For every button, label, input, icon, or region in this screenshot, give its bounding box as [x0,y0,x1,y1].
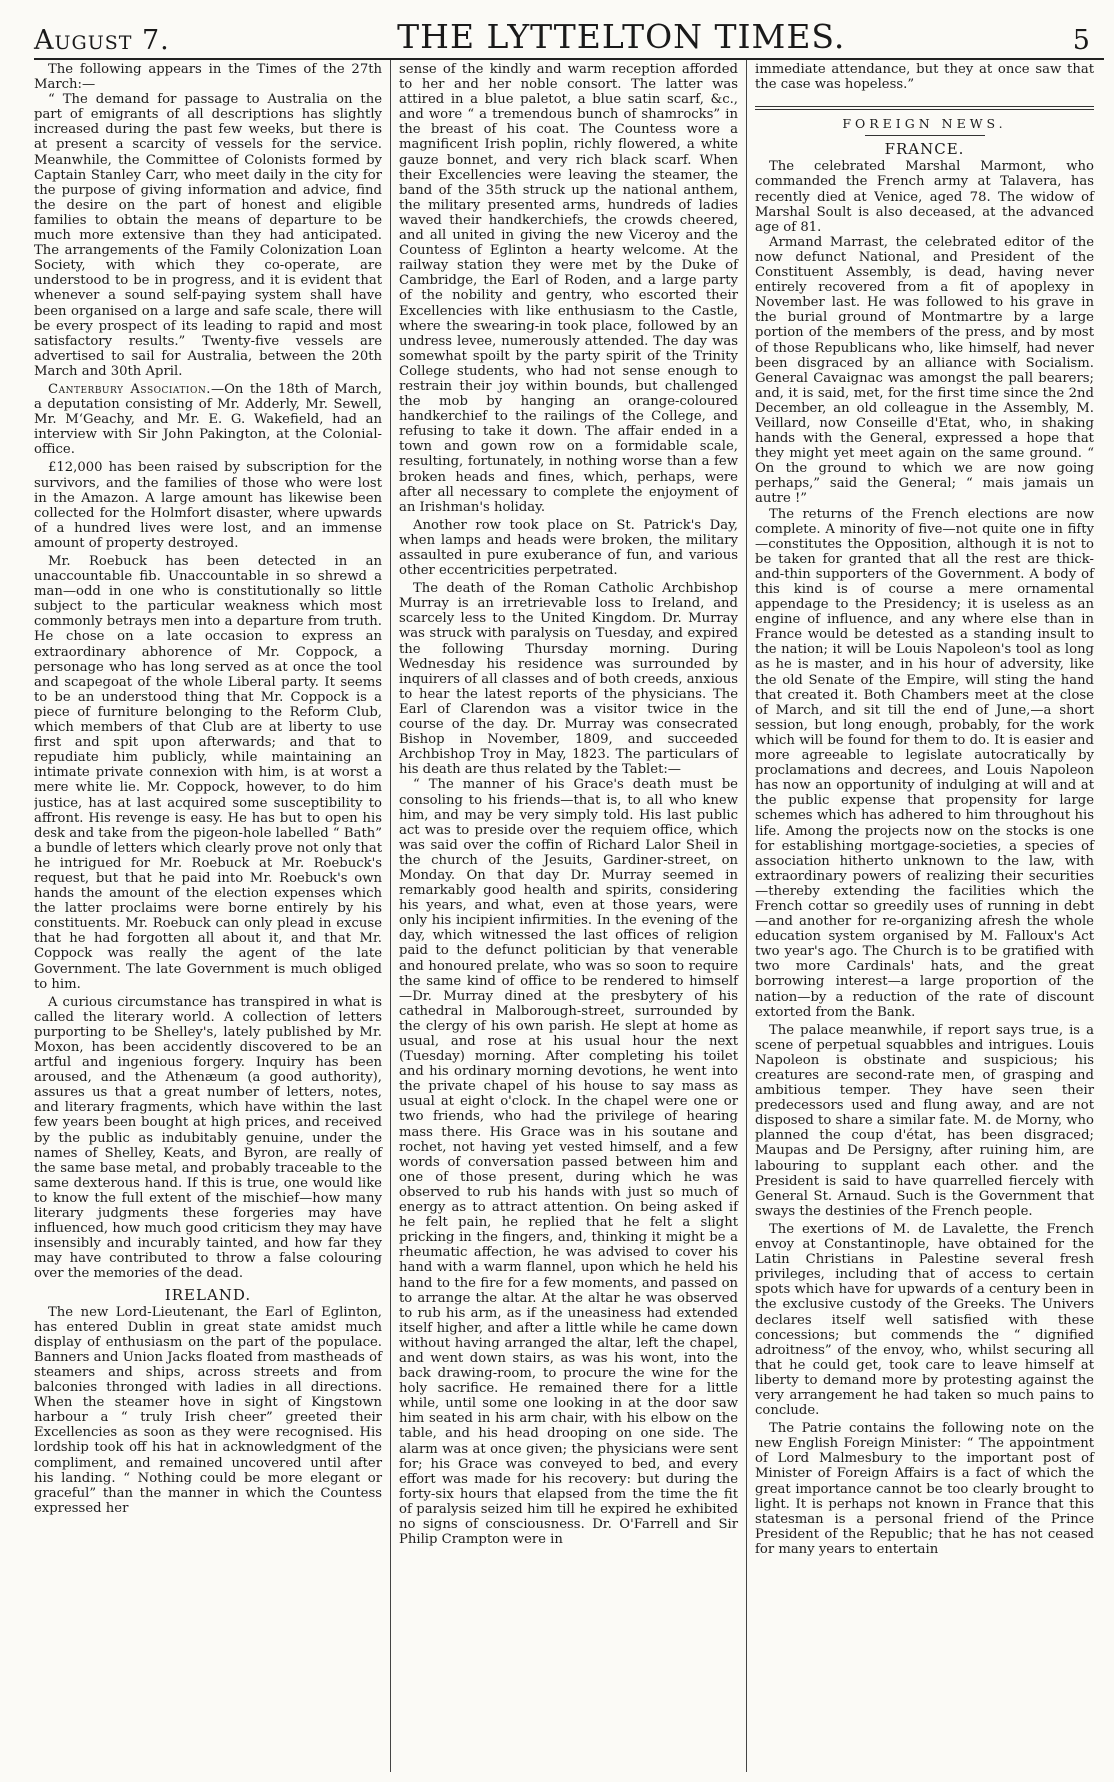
masthead [34,0,1104,56]
issue-date: August 7. [34,25,170,56]
article-columns [34,60,1104,1772]
paragraph: Another row took place on St. Patrick's Day, when lamps and heads were broken, the military assaulted in pure exuberance of fun, and various other eccentricities perpetrated. [399,517,738,579]
paragraph: Mr. Roebuck has been detected in an unaccountable fib. Unaccountable in so shrewd a man—odd in one who is constitutionally so little subject to the particular weakness which most commonly betrays men into a departure from truth. He chose on a late occasion to express an extraordinary abhorence of Mr. Coppock, a personage who has long served as at once the tool and scapegoat of the whole Liberal party. It seems to be an understood thing that Mr. Coppock is a piece of furniture belonging to the Reform Club, which members of that Club are at liberty to use first and spit upon afterwards; and that to repudiate him publicly, while maintaining an intimate private connexion with him, is at worst a mere white lie. Mr. Coppock, however, to do him justice, has at last acquired some susceptibility to affront. His revenge is easy. He has but to open his desk and take from the pigeon-hole labelled “ Bath” a bundle of letters which clearly prove not only that he intrigued for Mr. Roebuck at Mr. Roebuck's request, but that he paid into Mr. Roebuck's own hands the amount of the election expenses which the latter proclaims were borne entirely by his constituents. Mr. Roebuck can only plead in excuse that he had forgotten all about it, and that Mr. Coppock was really the agent of the late Government. The late Government is much obliged to him. [34,554,382,992]
paragraph: “ The manner of his Grace's death must be consoling to his friends—that is, to all who knew him, and may be very simply told. His last public act was to preside over the requiem office, which was said over the coffin of Richard Lalor Sheil in the church of the Jesuits, Gardiner-street, on Monday. On that day Dr. Murray seemed in remarkably good health and spirits, considering his years, and what, even at those years, were only his incipient infirmities. In the evening of the day, which witnessed the last offices of religion paid to the defunct politician by that venerable and honoured prelate, who was so soon to require the same kind of office to be rendered to himself—Dr. Murray dined at the presbytery of his cathedral in Malborough-street, surrounded by the clergy of his own parish. He slept at home as usual, and rose at his usual hour the next (Tuesday) morning. After completing his toilet and his ordinary morning devotions, he went into the private chapel of his house to say mass as usual at eight o'clock. In the chapel were one or two friends, who had the privilege of hearing mass there. His Grace was in his soutane and rochet, not having yet vested himself, and a few words of conversation passed between him and one of those present, during which he was observed to rub his hands with just so much of energy as to attract attention. On being asked if he felt pain, he replied that he felt a slight pricking in the fingers, and, thinking it might be a rheumatic affection, he was advised to cover his hand with a warm flannel, upon which he held his hand to the fire for a few moments, and passed on to arrange the altar. At the altar he was observed to rub his arm, as if the uneasiness had extended itself higher, and after a little while he came down without having arranged the altar, left the chapel, and went down stairs, as was his wont, into the back drawing-room, to procure the wine for the holy sacrifice. He remained there for a little while, until some one looking in at the door saw him seated in his arm chair, with his elbow on the table, and his head drooping on one side. The alarm was at once given; the physicians were sent for; his Grace was conveyed to bed, and every effort was made for his recovery: but during the forty-six hours that elapsed from the time the fit of paralysis seized him till he expired he exhibited no signs of consciousness. Dr. O'Farrell and Sir Philip Crampton were in [399,777,738,1548]
paragraph: Armand Marrast, the celebrated editor of the now defunct National, and President of the Constituent Assembly, is dead, having never entirely recovered from a fit of apoplexy in November last. He was followed to his grave in the burial ground of Montmartre by a large portion of the members of the press, and by most of those Republicans who, like himself, had never been disgraced by an alliance with Socialism. General Cavaignac was amongst the pall bearers; and, it is said, met, for the first time since the 2nd December, an old colleague in the Assembly, M. Veillard, now Conseille d'Etat, who, in shaking hands with the General, expressed a hope that they might yet meet again on the same ground. “ On the ground to which we are now going perhaps,” said the General; “ mais jamais un autre !” [755,234,1094,507]
column-3 [746,60,1102,1772]
paragraph: immediate attendance, but they at once saw that the case was hopeless.” [755,62,1094,93]
paragraph: The palace meanwhile, if report says true, is a scene of perpetual squabbles and intrigues. Louis Napoleon is obstinate and suspicious; his creatures are second-rate men, of grasping and ambitious temper. They have seen their predecessors used and flung away, and are not disposed to share a similar fate. M. de Morny, who planned the coup d'état, has been disgraced; Maupas and De Persigny, after ruining him, are labouring to supplant each other. and the President is said to have quarrelled fiercely with General St. Arnaud. Such is the Government that sways the destinies of the French people. [755,1022,1094,1219]
paragraph: The death of the Roman Catholic Archbishop Murray is an irretrievable loss to Ireland, and scarcely less to the United Kingdom. Dr. Murray was struck with paralysis on Tuesday, and expired the following Thursday morning. During Wednesday his residence was surrounded by inquirers of all classes and of both creeds, anxious to hear the latest reports of the physicians. The Earl of Clarendon was a visitor twice in the course of the day. Dr. Murray was consecrated Bishop in November, 1809, and succeeded Archbishop Troy in May, 1823. The particulars of his death are thus related by the Tablet:— [399,581,738,778]
divider [755,106,1094,110]
paragraph: Canterbury Association.—On the 18th of March, a deputation consisting of Mr. Adderly, Mr. Sewell, Mr. M‘Geachy, and Mr. E. G. Wakefield, had an interview with Sir John Pakington, at the Colonial-office. [34,381,382,458]
section-lead: Canterbury Association. [48,381,211,397]
section-heading-ireland: IRELAND. [164,1285,252,1304]
paragraph: The following appears in the Times of the 27th March:— [34,62,382,93]
paragraph: The returns of the French elections are now complete. A minority of five—not quite one in fifty—constitutes the Opposition, although it is not to be taken for granted that all the rest are thick-and-thin supporters of the Government. A body of this kind is of course a mere ornamental appendage to the Presidency; it is useless as an engine of influence, and any where else than in France would be detested as a standing insult to the nation; it will be Louis Napoleon's tool as long as he is master, and in his hour of adversity, like the old Senate of the Empire, will sting the hand that created it. Both Chambers meet at the close of March, and sit till the end of June,—a short session, but long enough, probably, for the work which will be found for them to do. It is easier and more agreeable to legislate autocratically by proclamations and decrees, and Louis Napoleon has now an opportunity of indulging at will and at the public expense that propensity for large schemes which has adhered to him throughout his life. Among the projects now on the stocks is one for establishing mortgage-societies, a species of association hitherto unknown to the law, with extraordinary powers of realizing their securities—thereby extending the facilities which the French cottar so greedily uses of running in debt—and another for re-organizing afresh the whole education system organised by M. Falloux's Act two year's ago. The Church is to be gratified with two more Cardinals' hats, and the great borrowing interest—a large proportion of the nation—by a reduction of the rate of discount extorted from the Bank. [755,506,1094,1020]
section-heading-foreign-news: FOREIGN NEWS. [842,116,1007,132]
paragraph: A curious circumstance has transpired in what is called the literary world. A collection of letters purporting to be Shelley's, lately published by Mr. Moxon, has been accidently discovered to be an artful and ingenious forgery. Inquiry has been aroused, and the Athenæum (a good authority), assures us that a great number of letters, notes, and literary fragments, which have within the last few years been bought at high prices, and received by the public as indubitably genuine, under the names of Shelley, Keats, and Byron, are really of the same base metal, and probably traceable to the same dexterous hand. If this is true, one would like to know the full extent of the mischief—how many literary judgments these forgeries may have influenced, how much good criticism they may have insensibly and incurably tainted, and how far they may have contributed to throw a false colouring over the memories of the dead. [34,994,382,1282]
newspaper-title: THE LYTTELTON TIMES. [397,17,846,56]
column-2 [390,60,746,1772]
page-number: 5 [1072,25,1090,56]
section-heading-france: FRANCE. [884,140,965,159]
divider [865,135,985,136]
column-1 [34,60,390,1772]
paragraph: The Patrie contains the following note on the new English Foreign Minister: “ The appointment of Lord Malmesbury to the important post of Minister of Foreign Affairs is a fact of which the great importance cannot be too clearly brought to light. It is perhaps not known in France that this statesman is a personal friend of the Prince President of the Republic; that he has not ceased for many years to entertain [755,1421,1094,1557]
paragraph: “ The demand for passage to Australia on the part of emigrants of all descriptions has slightly increased during the past few weeks, but there is at present a scarcity of vessels for the service. Meanwhile, the Committee of Colonists formed by Captain Stanley Carr, who meet daily in the city for the purpose of giving information and advice, find the desire on the part of honest and eligible families to obtain the means of departure to be much more extensive than they had anticipated. The arrangements of the Family Colonization Loan Society, with which they co-operate, are understood to be in progress, and it is evident that whenever a sound self-paying system shall have been organised on a large and safe scale, there will be every prospect of its leading to rapid and most satisfactory results.” Twenty-five vessels are advertised to sail for Australia, between the 20th March and 30th April. [34,92,382,379]
paragraph: sense of the kindly and warm reception afforded to her and her noble consort. The latter was attired in a blue paletot, a blue satin scarf, &c., and wore “ a tremendous bunch of shamrocks” in the breast of his coat. The Countess wore a magnificent Irish poplin, richly flowered, a white gauze bonnet, and very rich black scarf. When their Excellencies were leaving the steamer, the band of the 35th struck up the national anthem, the military presented arms, hundreds of ladies waved their handkerchiefs, the crowds cheered, and all united in giving the new Viceroy and the Countess of Eglinton a hearty welcome. At the railway station they were met by the Duke of Cambridge, the Earl of Roden, and a large party of the nobility and gentry, who escorted their Excellencies with like enthusiasm to the Castle, where the swearing-in took place, followed by an undress levee, numerously attended. The day was somewhat spoilt by the party spirit of the Trinity College students, who had not sense enough to restrain their joy within bounds, but challenged the mob by hanging an orange-coloured handkerchief to the railings of the College, and refusing to take it down. The affair ended in a town and gown row on a formidable scale, resulting, fortunately, in nothing worse than a few broken heads and fines, which, perhaps, were after all necessary to complete the enjoyment of an Irishman's holiday. [399,62,738,515]
paragraph: The celebrated Marshal Marmont, who commanded the French army at Talavera, has recently died at Venice, aged 78. The widow of Marshal Soult is also deceased, at the advanced age of 81. [755,159,1094,235]
paragraph: The new Lord-Lieutenant, the Earl of Eglinton, has entered Dublin in great state amidst much display of enthusiasm on the part of the populace. Banners and Union Jacks floated from mastheads of steamers and ships, across streets and from balconies thronged with ladies in all directions. When the steamer hove in sight of Kingstown harbour a “ truly Irish cheer” greeted their Excellencies as soon as they were recognised. His lordship took off his hat in acknowledgment of the compliment, and remained uncovered until after his landing. “ Nothing could be more elegant or graceful” than the manner in which the Countess expressed her [34,1304,382,1516]
paragraph: £12,000 has been raised by subscription for the survivors, and the families of those who were lost in the Amazon. A large amount has likewise been collected for the Holmfort disaster, where upwards of a hundred lives were lost, and an immense amount of property destroyed. [34,460,382,551]
paragraph: The exertions of M. de Lavalette, the French envoy at Constantinople, have obtained for the Latin Christians in Palestine several fresh privileges, including that of access to certain spots which have for upwards of a century been in the exclusive custody of the Greeks. The Univers declares itself well satisfied with these concessions; but commends the “ dignified adroitness” of the envoy, who, whilst securing all that he could get, took care to leave himself at liberty to demand more by protesting against the very arrangement he had taken so much pains to conclude. [755,1221,1094,1419]
